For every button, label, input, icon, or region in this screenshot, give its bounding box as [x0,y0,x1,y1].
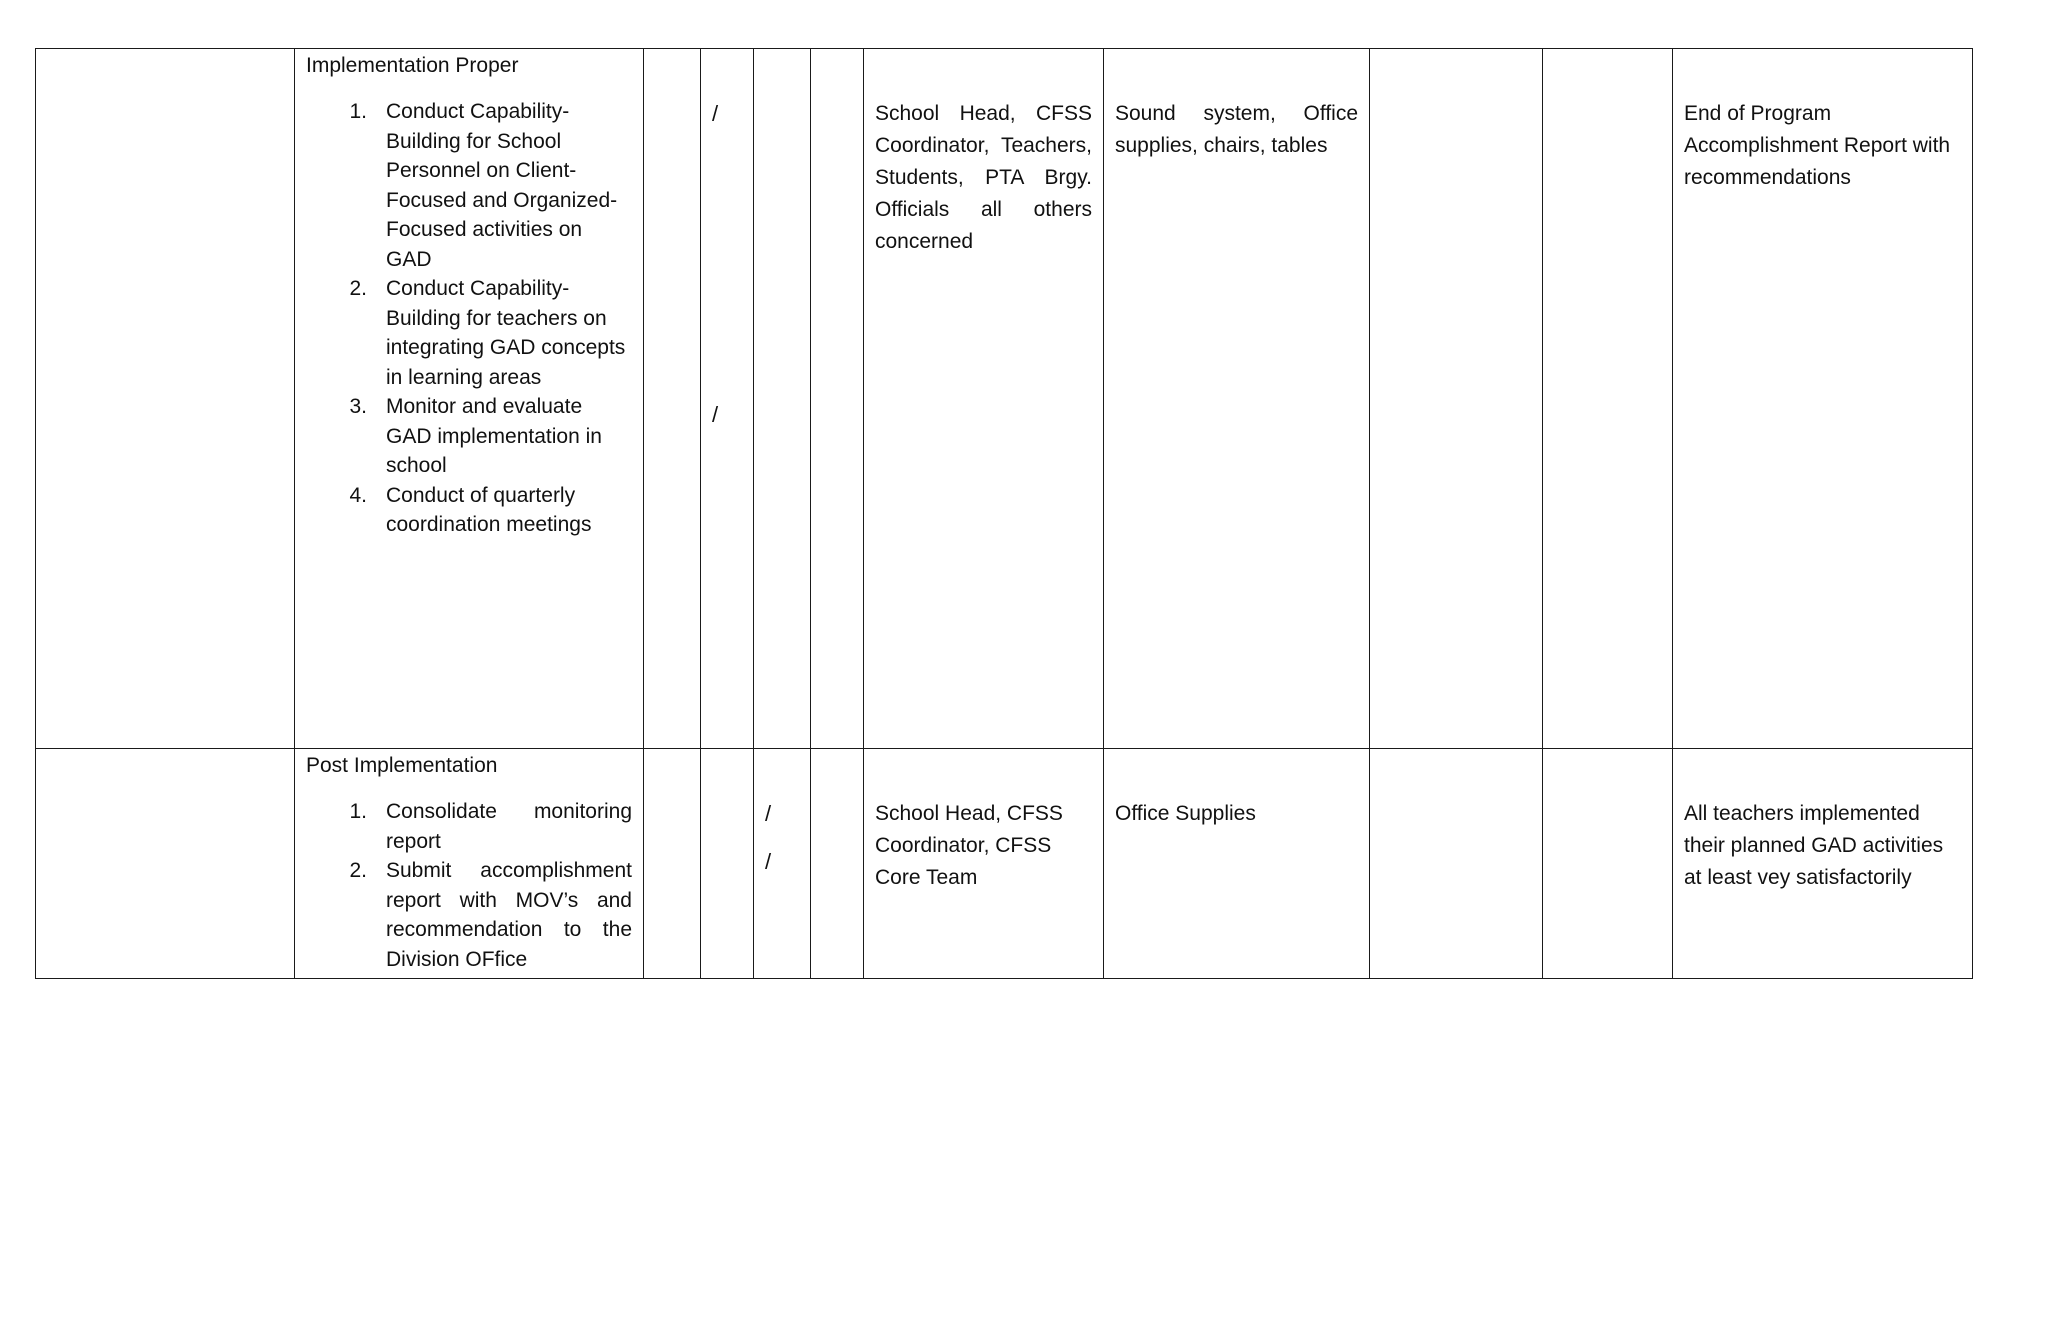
resources-text: Office Supplies [1115,802,1256,825]
objective-cell [36,49,295,749]
list-item: 1. Conduct Capability-Building for School Personnel on Client-Focused and Organized-Focused activities on GAD [349,100,618,271]
gad-action-plan-table [35,48,1973,979]
source-of-fund-cell [1543,49,1673,749]
source-of-fund-cell [1543,749,1673,979]
timeline-cell-3 [754,749,811,979]
list-item: 3. Monitor and evaluate GAD implementation in school [349,395,602,477]
persons-involved-text: School Head, CFSS Coordinator, Teachers, Students, PTA Brgy. Officials all others concerned [875,102,1092,253]
activities-cell [295,49,644,749]
phase-title: Implementation Proper [306,54,519,77]
list-item: 2. Submit accomplishment report with MOV’s and recommendation to the Division OFfice [349,859,632,971]
budget-cell [1370,749,1543,979]
timeline-cell-2 [701,49,754,749]
list-item: 2. Conduct Capability-Building for teachers on integrating GAD concepts in learning areas [349,277,626,389]
task-list [306,97,632,540]
persons-involved-cell [864,749,1104,979]
success-indicator-text: End of Program Accomplishment Report with recommendations [1684,102,1951,189]
table-row [36,49,1973,749]
timeline-cell-4 [811,49,864,749]
timeline-mark: / [712,402,719,427]
objective-cell [36,749,295,979]
timeline-cell-4 [811,749,864,979]
list-item: 4. Conduct of quarterly coordination meetings [349,483,592,536]
timeline-cell-1 [644,49,701,749]
resources-text: Sound system, Office supplies, chairs, tables [1115,102,1358,157]
list-item: 1. Consolidate monitoring report [349,800,632,853]
table-row [36,749,1973,979]
timeline-mark: / [765,849,772,874]
timeline-cell-2 [701,749,754,979]
timeline-cell-1 [644,749,701,979]
success-indicator-cell [1673,49,1973,749]
resources-cell [1104,49,1370,749]
persons-involved-text: School Head, CFSS Coordinator, CFSS Core Team [875,802,1063,889]
resources-cell [1104,749,1370,979]
success-indicator-text: All teachers implemented their planned GAD activities at least vey satisfactorily [1684,802,1944,889]
timeline-mark: / [765,801,772,826]
timeline-cell-3 [754,49,811,749]
activities-cell [295,749,644,979]
success-indicator-cell [1673,749,1973,979]
budget-cell [1370,49,1543,749]
timeline-mark: / [712,101,719,126]
persons-involved-cell [864,49,1104,749]
task-list [306,797,632,974]
phase-title: Post Implementation [306,754,498,777]
